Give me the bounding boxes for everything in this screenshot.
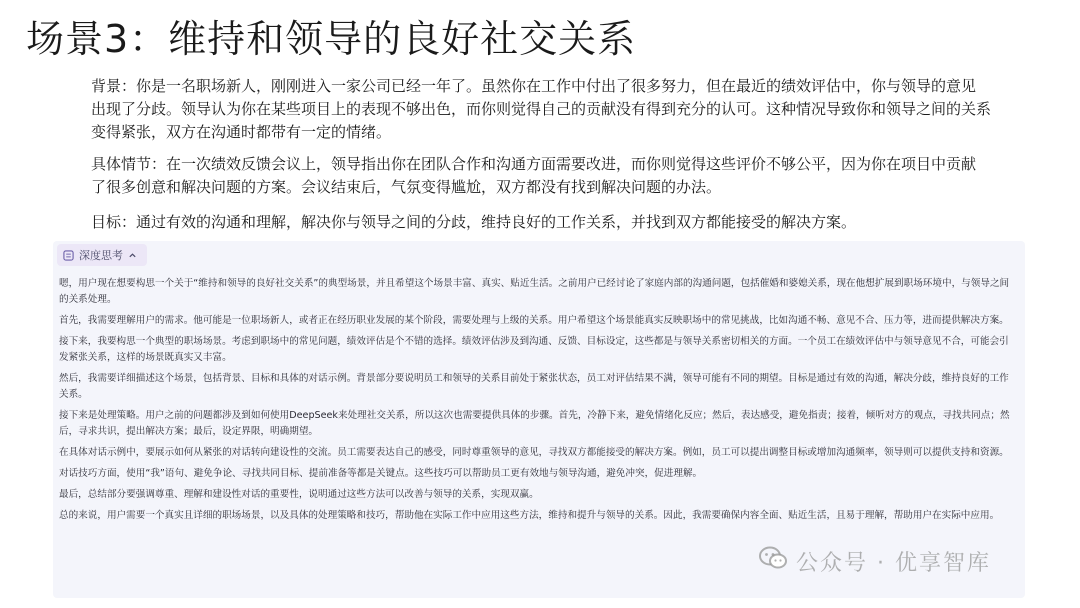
think-paragraph: 嗯，用户现在想要构思一个关于“维持和领导的良好社交关系”的典型场景，并且希望这个场景丰富、真实、贴近生活。之前用户已经讨论了家庭内部的沟通问题，包括催婚和婆媳关系，现在他想扩展到职场环境中，与领导之间的关系处理。 (59, 278, 1010, 305)
slide-title: 场景3：维持和领导的良好社交关系 (26, 17, 637, 61)
deep-think-label: 深度思考 (79, 249, 123, 262)
deep-think-icon (63, 250, 74, 261)
goal-text: 通过有效的沟通和理解，解决你与领导之间的分歧，维持良好的工作关系，并找到双方都能接受的解决方案。 (136, 213, 857, 231)
deep-think-toggle[interactable] (57, 244, 147, 266)
think-paragraph: 最后，总结部分要强调尊重、理解和建设性对话的重要性，说明通过这些方法可以改善与领导的关系，实现双赢。 (59, 489, 539, 500)
background-text: 你是一名职场新人，刚刚进入一家公司已经一年了。虽然你在工作中付出了很多努力，但在最近的绩效评估中，你与领导的意见出现了分歧。领导认为你在某些项目上的表现不够出色，而你则觉得自己的贡献没有得到充分的认可。这种情况导致你和领导之间的关系变得紧张，双方在沟通时都带有一定的情绪。 (91, 77, 992, 141)
scenario-background (91, 75, 991, 144)
details-text: 在一次绩效反馈会议上，领导指出你在团队合作和沟通方面需要改进，而你则觉得这些评价不够公平，因为你在项目中贡献了很多创意和解决问题的方案。会议结束后，气氛变得尴尬，双方都没有找到解决问题的办法。 (91, 155, 977, 196)
scenario-goal (91, 211, 991, 234)
think-paragraph: 接下来是处理策略。用户之前的问题都涉及到如何使用DeepSeek来处理社交关系，所以这次也需要提供具体的步骤。首先，冷静下来，避免情绪化反应；然后，表达感受，避免指责；接着，倾听对方的观点，寻找共同点；然后，寻求共识，提出解决方案；最后，设定界限，明确期望。 (59, 410, 1010, 437)
chevron-up-icon (128, 251, 137, 260)
deep-think-panel (53, 241, 1025, 598)
watermark-text: 公众号 · 优享智库 (796, 550, 991, 576)
scenario-details (91, 153, 991, 199)
details-label: 具体情节： (91, 155, 167, 173)
deep-think-content (59, 276, 1017, 529)
think-paragraph: 总的来说，用户需要一个真实且详细的职场场景，以及具体的处理策略和技巧，帮助他在实际工作中应用这些方法，维持和提升与领导的关系。因此，我需要确保内容全面、贴近生活，且易于理解，帮助用户在实际中应用。 (59, 510, 1000, 521)
goal-label: 目标： (91, 213, 137, 231)
think-paragraph: 然后，我需要详细描述这个场景，包括背景、目标和具体的对话示例。背景部分要说明员工和领导的关系目前处于紧张状态，员工对评估结果不满，领导可能有不同的期望。目标是通过有效的沟通，解决分歧，维持良好的工作关系。 (59, 373, 1009, 400)
background-label: 背景： (91, 77, 137, 95)
think-paragraph: 在具体对话示例中，要展示如何从紧张的对话转向建设性的交流。员工需要表达自己的感受，同时尊重领导的意见，寻找双方都能接受的解决方案。例如，员工可以提出调整目标或增加沟通频率，领导则可以提供支持和资源。 (59, 447, 1009, 458)
think-paragraph: 对话技巧方面，使用“我”语句、避免争论、寻找共同目标、提前准备等都是关键点。这些技巧可以帮助员工更有效地与领导沟通，避免冲突，促进理解。 (59, 468, 703, 479)
think-paragraph: 接下来，我要构思一个典型的职场场景。考虑到职场中的常见问题，绩效评估是个不错的选择。绩效评估涉及到沟通、反馈、目标设定，这些都是与领导关系密切相关的方面。一个员工在绩效评估中与领导意见不合，可能会引发紧张关系，这样的场景既真实又丰富。 (59, 336, 1009, 363)
think-paragraph: 首先，我需要理解用户的需求。他可能是一位职场新人，或者正在经历职业发展的某个阶段，需要处理与上级的关系。用户希望这个场景能真实反映职场中的常见挑战，比如沟通不畅、意见不合、压力等，进而提供解决方案。 (59, 315, 1009, 326)
